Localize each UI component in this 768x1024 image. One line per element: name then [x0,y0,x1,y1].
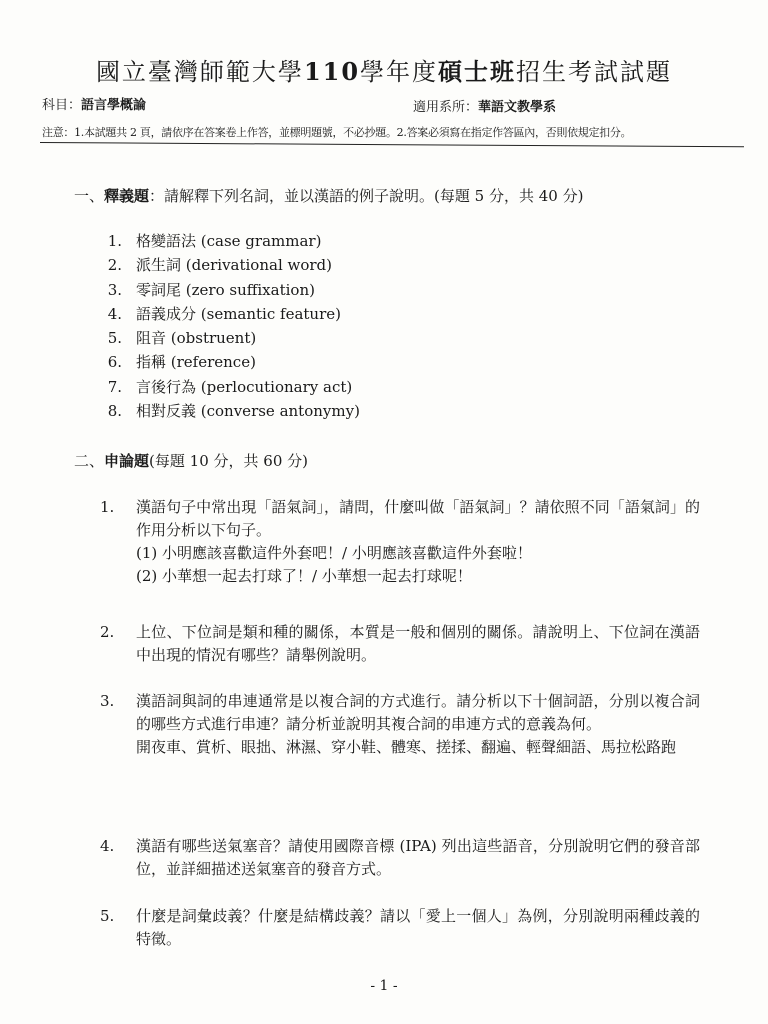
question-text: 上位、下位詞是類和種的關係，本質是一般和個別的關係。請說明上、下位詞在漢語中出現的情況有哪些？請舉例說明。 [136,623,700,664]
example-sentence-1: (1) 小明應該喜歡這件外套吧！/ 小明應該喜歡這件外套啦！ [136,544,532,562]
question-text: 漢語有哪些送氣塞音？請使用國際音標 (IPA) 列出這些語音，分別說明它們的發音部位，並詳細描述送氣塞音的發音方式。 [136,837,700,878]
title-program: 碩士班 [438,57,517,86]
essay-question-5 [100,905,700,951]
department-value: 華語文教學系 [478,100,557,115]
department-line [413,96,556,115]
term-text: 語義成分 (semantic feature) [136,304,341,323]
question-body [136,905,700,951]
term-number: 2. [107,256,122,275]
page-number: - 1 - [370,978,398,994]
section-1-prefix: 一、 [74,187,105,205]
question-number: 5. [100,907,115,925]
subject-line [42,94,146,113]
question-number: 4. [100,837,115,855]
subject-value: 語言學概論 [81,98,147,113]
list-item [90,327,360,351]
section-2-prefix: 二、 [74,452,105,470]
list-item [90,303,360,327]
term-text: 派生詞 (derivational word) [136,256,333,275]
term-number: 6. [107,353,122,372]
list-item [90,351,360,375]
question-text: 漢語詞與詞的串連通常是以複合詞的方式進行。請分析以下十個詞語，分別以複合詞的哪些方式進行串連？請分析並說明其複合詞的串連方式的意義為何。 [136,692,700,733]
essay-question-3 [100,690,700,759]
term-text: 相對反義 (converse antonymy) [136,402,360,421]
section-2-instruction: (每題 10 分，共 60 分) [149,452,308,470]
term-number: 3. [107,280,122,299]
exam-notice: 注意：1.本試題共 2 頁，請依序在答案卷上作答，並標明題號，不必抄題。2.答案必須寫在指定作答區內，否則依規定扣分。 [42,126,632,139]
example-sentence-2: (2) 小華想一起去打球了！/ 小華想一起去打球呢！ [136,567,472,585]
term-text: 言後行為 (perlocutionary act) [136,377,353,396]
header-divider [40,142,744,147]
question-text: 漢語句子中常出現「語氣詞」，請問，什麼叫做「語氣詞」？請依照不同「語氣詞」的作用分析以下句子。 [136,498,700,539]
list-item [90,400,360,424]
list-item [90,279,360,303]
exam-title [0,52,768,87]
essay-question-4 [100,835,700,881]
term-number: 7. [107,377,122,396]
section-1-instruction: ：請解釋下列名詞，並以漢語的例子說明。(每題 5 分，共 40 分) [149,187,584,205]
essay-question-1 [100,496,700,588]
section-2-label: 申論題 [104,452,150,470]
term-number: 8. [107,402,122,421]
term-number: 1. [107,232,122,250]
title-academic-year: 學年度 [360,58,439,86]
question-text: 什麼是詞彙歧義？什麼是結構歧義？請以「愛上一個人」為例，分別說明兩種歧義的特徵。 [136,907,700,948]
question-body [136,690,700,759]
question-number: 3. [100,692,115,710]
term-list [90,230,360,424]
department-label: 適用系所： [413,100,479,115]
term-text: 阻音 (obstruent) [136,329,257,348]
section-2-heading [74,450,308,471]
question-number: 1. [100,498,115,516]
subject-label: 科目： [42,98,82,113]
term-number: 4. [107,304,122,323]
list-item [90,254,360,278]
question-body [136,496,700,588]
term-text: 指稱 (reference) [136,353,256,372]
title-year: 110 [303,57,361,86]
list-item [90,230,360,254]
term-text: 格變語法 (case grammar) [136,232,322,250]
term-text: 零詞尾 (zero suffixation) [136,280,315,299]
term-number: 5. [107,329,122,348]
title-university: 國立臺灣師範大學 [95,58,304,86]
question-number: 2. [100,623,115,641]
list-item [90,376,360,400]
question-body [136,835,700,881]
question-body [136,621,700,667]
section-1-label: 釋義題 [104,187,150,205]
essay-question-2 [100,621,700,667]
compound-word-list: 開夜車、賞析、眼拙、淋濕、穿小鞋、體寒、搓揉、翻遍、輕聲細語、馬拉松路跑 [136,738,677,756]
section-1-heading [74,185,583,206]
title-exam: 招生考試試題 [516,58,673,86]
